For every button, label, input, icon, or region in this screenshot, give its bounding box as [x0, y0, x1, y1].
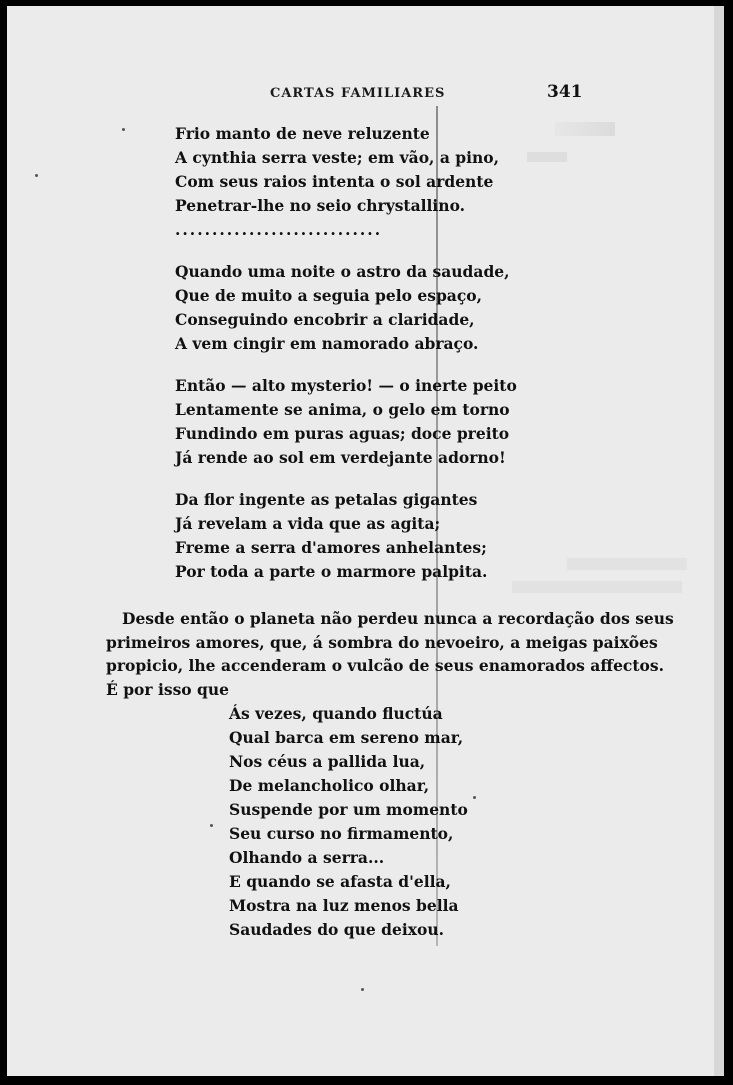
- verse-line: Freme a serra d'amores anhelantes;: [175, 538, 487, 557]
- verse-line: Suspende por um momento: [229, 800, 468, 819]
- verse-line: A vem cingir em namorado abraço.: [175, 334, 479, 353]
- stanza-2: [175, 260, 510, 356]
- stanza-4: [175, 488, 487, 584]
- stanza-3: [175, 374, 517, 470]
- verse-line: Por toda a parte o marmore palpita.: [175, 562, 488, 581]
- verse-line: Saudades do que deixou.: [229, 920, 444, 939]
- verse-line: Ás vezes, quando fluctúa: [229, 704, 443, 723]
- final-verse: [229, 702, 468, 942]
- verse-line: Com seus raios intenta o sol ardente: [175, 172, 494, 191]
- paper-speck: [361, 988, 364, 991]
- verse-line: Penetrar-lhe no seio chrystallino.: [175, 196, 466, 215]
- paper-speck: [473, 796, 476, 799]
- verse-line: Conseguindo encobrir a claridade,: [175, 310, 475, 329]
- paper-speck: [122, 128, 125, 131]
- verse-line: Frio manto de neve reluzente: [175, 124, 430, 143]
- bleed-through-mark: [567, 558, 687, 570]
- verse-line: A cynthia serra veste; em vão, a pino,: [175, 148, 499, 167]
- verse-line: Então — alto mysterio! — o inerte peito: [175, 376, 517, 395]
- verse-line: E quando se afasta d'ella,: [229, 872, 451, 891]
- book-page: [7, 6, 724, 1076]
- page-edge-shadow: [714, 6, 724, 1076]
- verse-line: Da flor ingente as petalas gigantes: [175, 490, 478, 509]
- prose-line: primeiros amores, que, á sombra do nevoeiro, a meigas paixões: [106, 632, 658, 652]
- ellipsis-line: ............................: [175, 220, 383, 239]
- paper-speck: [210, 824, 213, 827]
- bleed-through-mark: [555, 122, 615, 136]
- verse-line: Já revelam a vida que as agita;: [175, 514, 441, 533]
- page-number: 341: [547, 82, 583, 102]
- verse-line: Olhando a serra...: [229, 848, 385, 867]
- verse-line: Nos céus a pallida lua,: [229, 752, 426, 771]
- prose-line: É por isso que: [106, 679, 229, 699]
- running-head: CARTAS FAMILIARES: [270, 86, 446, 101]
- prose-line: propicio, lhe accenderam o vulcão de seus enamorados affectos.: [106, 656, 664, 675]
- stanza-1: [175, 122, 499, 242]
- verse-line: Mostra na luz menos bella: [229, 896, 459, 915]
- verse-line: De melancholico olhar,: [229, 776, 430, 795]
- verse-line: Fundindo em puras aguas; doce preito: [175, 424, 510, 443]
- verse-line: Que de muito a seguia pelo espaço,: [175, 286, 483, 305]
- paper-speck: [35, 174, 38, 177]
- verse-line: Seu curso no firmamento,: [229, 824, 454, 843]
- bleed-through-mark: [527, 152, 567, 162]
- verse-line: Já rende ao sol em verdejante adorno!: [175, 448, 506, 467]
- verse-line: Quando uma noite o astro da saudade,: [175, 262, 510, 281]
- prose-line: Desde então o planeta não perdeu nunca a recordação dos seus: [122, 609, 674, 628]
- verse-line: Qual barca em sereno mar,: [229, 728, 464, 747]
- prose-paragraph: [106, 607, 674, 701]
- verse-line: Lentamente se anima, o gelo em torno: [175, 400, 510, 419]
- bleed-through-mark: [512, 581, 682, 593]
